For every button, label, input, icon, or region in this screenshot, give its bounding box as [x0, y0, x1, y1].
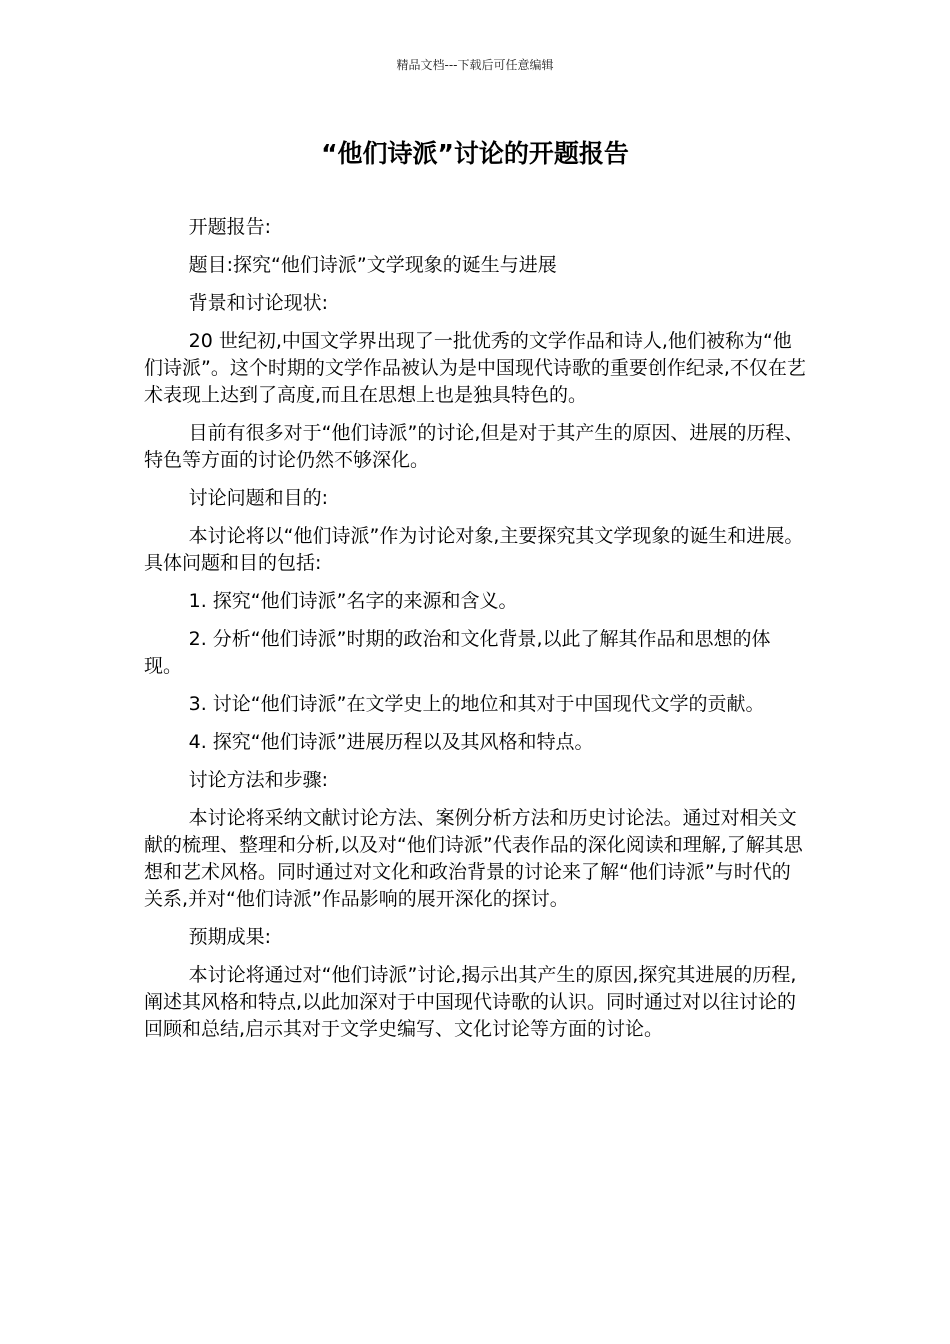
background-paragraph: 20 世纪初,中国文学界出现了一批优秀的文学作品和诗人,他们被称为“他们诗派”。这个时期的文学作品被认为是中国现代诗歌的重要创作纪录,不仅在艺术表现上达到了高度,而且在思想上也是独具特色的。 [144, 330, 806, 406]
section-heading-outcomes: 预期成果: [188, 926, 272, 948]
section-heading-report: 开题报告: [188, 216, 272, 238]
methods-paragraph: 本讨论将采纳文献讨论方法、案例分析方法和历史讨论法。通过对相关文献的梳理、整理和分析,以及对“他们诗派”代表作品的深化阅读和理解,了解其思想和艺术风格。同时通过对文化和政治背景的讨论来了解“他们诗派”与时代的关系,并对“他们诗派”作品影响的展开深化的探讨。 [144, 807, 803, 910]
section-heading-questions: 讨论问题和目的: [188, 487, 329, 509]
question-item-4: 4. 探究“他们诗派”进展历程以及其风格和特点。 [188, 731, 594, 753]
outcomes-paragraph: 本讨论将通过对“他们诗派”讨论,揭示出其产生的原因,探究其进展的历程,阐述其风格和特点,以此加深对于中国现代诗歌的认识。同时通过对以往讨论的回顾和总结,启示其对于文学史编写、文化讨论等方面的讨论。 [144, 964, 797, 1040]
header-note: 精品文档---下载后可任意编辑 [396, 58, 554, 72]
document-title: “他们诗派”讨论的开题报告 [321, 139, 629, 168]
question-item-3: 3. 讨论“他们诗派”在文学史上的地位和其对于中国现代文学的贡献。 [188, 693, 765, 715]
questions-intro-paragraph: 本讨论将以“他们诗派”作为讨论对象,主要探究其文学现象的诞生和进展。具体问题和目的包括: [144, 525, 804, 574]
status-paragraph: 目前有很多对于“他们诗派”的讨论,但是对于其产生的原因、进展的历程、特色等方面的讨论仍然不够深化。 [144, 422, 804, 471]
section-heading-methods: 讨论方法和步骤: [188, 769, 329, 791]
section-heading-background: 背景和讨论现状: [188, 292, 329, 314]
question-item-1: 1. 探究“他们诗派”名字的来源和含义。 [188, 590, 518, 612]
topic-line: 题目:探究“他们诗派”文学现象的诞生与进展 [188, 254, 557, 276]
document-body [144, 214, 806, 1054]
question-item-2: 2. 分析“他们诗派”时期的政治和文化背景,以此了解其作品和思想的体现。 [144, 628, 771, 677]
